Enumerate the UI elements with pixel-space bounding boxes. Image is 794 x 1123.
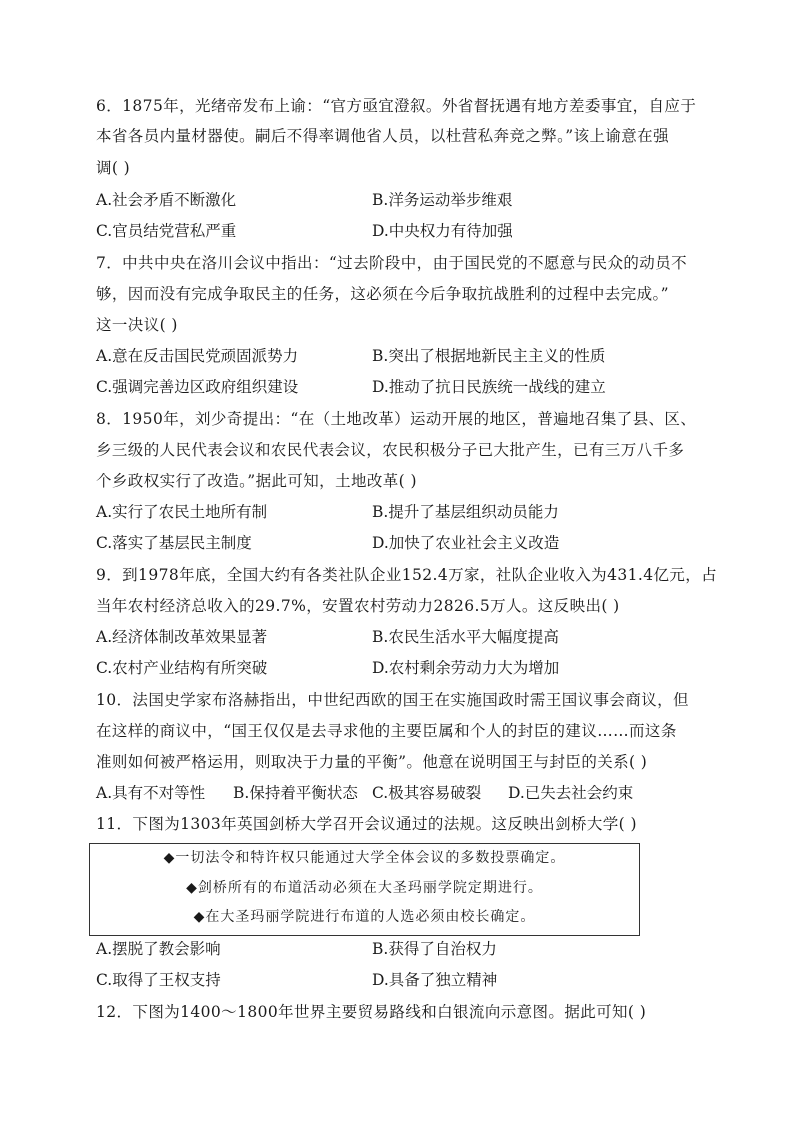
question-7-option-a: A.意在反击国民党顽固派势力 bbox=[96, 347, 299, 365]
question-9-line-1: 9．到1978年底，全国大约有各类社队企业152.4万家，社队企业收入为431.4亿元，占 bbox=[96, 566, 718, 584]
question-10-line-3: 准则如何被严格运用，则取决于力量的平衡”。他意在说明国王与封臣的关系( ) bbox=[96, 753, 648, 771]
regulation-item-1: ◆一切法令和特许权只能通过大学全体会议的多数投票确定。 bbox=[163, 850, 566, 866]
question-6-option-a: A.社会矛盾不断激化 bbox=[96, 191, 237, 209]
question-7-option-c: C.强调完善边区政府组织建设 bbox=[96, 378, 299, 396]
question-7-option-d: D.推动了抗日民族统一战线的建立 bbox=[372, 378, 606, 396]
question-8-option-b: B.提升了基层组织动员能力 bbox=[372, 503, 559, 521]
question-10-option-c: C.极其容易破裂 bbox=[372, 784, 482, 802]
question-8-line-1: 8．1950年，刘少奇提出：“在（土地改革）运动开展的地区，普遍地召集了县、区、 bbox=[96, 410, 697, 428]
question-7-line-2: 够，因而没有完成争取民主的任务，这必须在今后争取抗战胜利的过程中去完成。” bbox=[96, 285, 669, 303]
question-8-line-2: 乡三级的人民代表会议和农民代表会议，农民积极分子已大批产生，已有三万八千多 bbox=[96, 441, 685, 459]
question-10-option-b: B.保持着平衡状态 bbox=[233, 784, 358, 802]
question-7-line-3: 这一决议( ) bbox=[96, 316, 178, 334]
question-6-line-1: 6．1875年，光绪帝发布上谕：“官方亟宜澄叙。外省督抚遇有地方差委事宜，自应于 bbox=[96, 97, 697, 115]
question-10-option-d: D.已失去社会约束 bbox=[508, 784, 634, 802]
regulation-item-2: ◆剑桥所有的布道活动必须在大圣玛丽学院定期进行。 bbox=[186, 880, 543, 896]
question-6-option-b: B.洋务运动举步维艰 bbox=[372, 191, 513, 209]
question-11-line-1: 11．下图为1303年英国剑桥大学召开会议通过的法规。这反映出剑桥大学( ) bbox=[96, 815, 637, 833]
question-10-line-2: 在这样的商议中，“国王仅仅是去寻求他的主要臣属和个人的封臣的建议……而这条 bbox=[96, 722, 677, 740]
question-8-option-c: C.落实了基层民主制度 bbox=[96, 534, 252, 552]
question-11-option-c: C.取得了王权支持 bbox=[96, 971, 221, 989]
question-8-option-d: D.加快了农业社会主义改造 bbox=[372, 534, 560, 552]
question-6-option-c: C.官员结党营私严重 bbox=[96, 222, 237, 240]
question-11-option-d: D.具备了独立精神 bbox=[372, 971, 498, 989]
question-10-line-1: 10．法国史学家布洛赫指出，中世纪西欧的国王在实施国政时需王国议事会商议，但 bbox=[96, 691, 689, 709]
question-9-option-a: A.经济体制改革效果显著 bbox=[96, 628, 268, 646]
question-10-option-a: A.具有不对等性 bbox=[96, 784, 206, 802]
question-11-option-b: B.获得了自治权力 bbox=[372, 940, 497, 958]
question-6-line-3: 调( ) bbox=[96, 159, 131, 177]
question-11-option-a: A.摆脱了教会影响 bbox=[96, 940, 221, 958]
question-7-option-b: B.突出了根据地新民主主义的性质 bbox=[372, 347, 606, 365]
question-9-line-2: 当年农村经济总收入的29.7%，安置农村劳动力2826.5万人。这反映出( ) bbox=[96, 597, 620, 615]
question-8-option-a: A.实行了农民土地所有制 bbox=[96, 503, 268, 521]
question-9-option-d: D.农村剩余劳动力大为增加 bbox=[372, 659, 560, 677]
question-6-line-2: 本省各员内量材器使。嗣后不得率调他省人员，以杜营私奔竞之弊。”该上谕意在强 bbox=[96, 127, 669, 145]
question-8-line-3: 个乡政权实行了改造。”据此可知，土地改革( ) bbox=[96, 472, 417, 490]
question-7-line-1: 7．中共中央在洛川会议中指出：“过去阶段中，由于国民党的不愿意与民众的动员不 bbox=[96, 254, 687, 272]
question-6-option-d: D.中央权力有待加强 bbox=[372, 222, 513, 240]
question-12-line-1: 12．下图为1400～1800年世界主要贸易路线和白银流向示意图。据此可知( ) bbox=[96, 1003, 647, 1021]
regulation-box bbox=[89, 843, 640, 936]
question-9-option-b: B.农民生活水平大幅度提高 bbox=[372, 628, 559, 646]
regulation-item-3: ◆在大圣玛丽学院进行布道的人选必须由校长确定。 bbox=[193, 909, 536, 925]
question-9-option-c: C.农村产业结构有所突破 bbox=[96, 659, 268, 677]
